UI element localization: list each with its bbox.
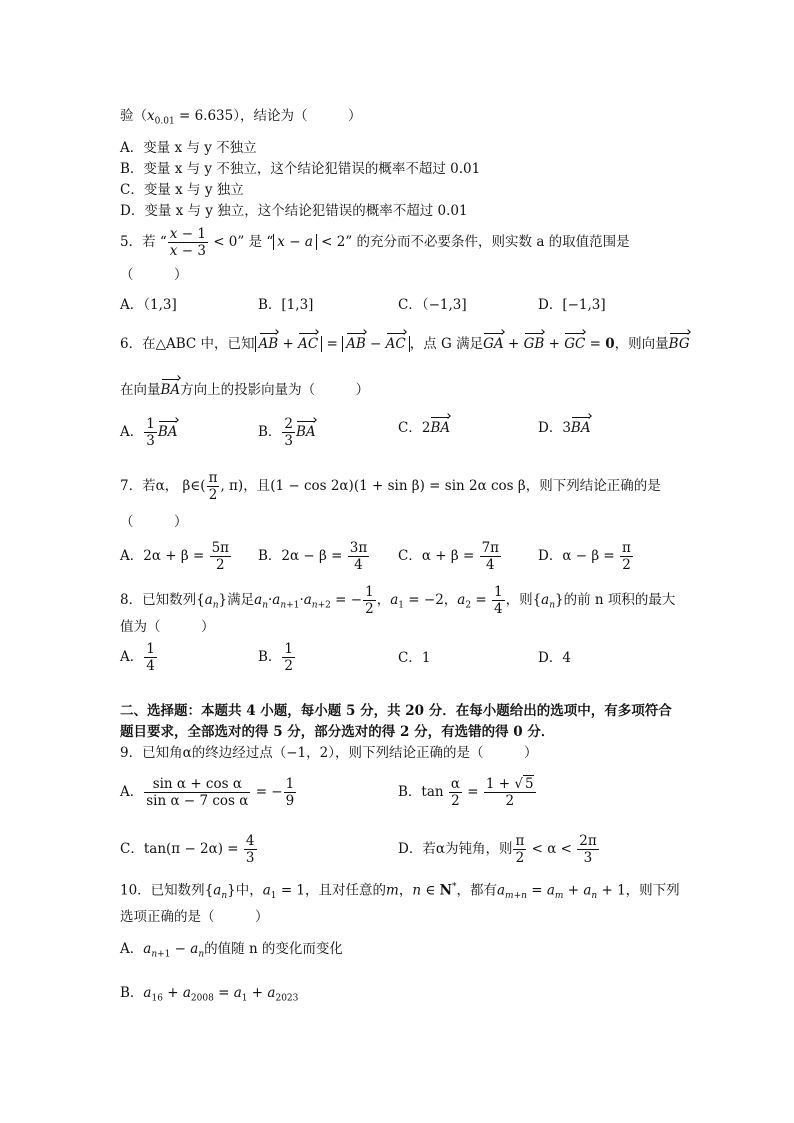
q10-suffix: ，都有 (456, 882, 497, 899)
q10-stem: 10．已知数列$\{a_n\}$中，$a_1 = 1$，且对任意的m，n ∈ N*，都有$a_{m+n} = a_m + a_n + 1$，则下列 (120, 882, 680, 902)
q5-option-a[interactable]: A．（1,3] (120, 297, 177, 313)
q7-option-c[interactable]: C．α + β = $\frac{7\pi}{4}$ (398, 540, 500, 573)
q6-prefix: 6．在△ABC 中，已知 (120, 336, 255, 352)
q7-suffix: ，则下列结论正确的是 (525, 478, 661, 494)
q6-stem: 6．在△ABC 中，已知 AB + AC = AB − AC ，点 G 满足GA + GB + GC = 0，则向量BG (120, 336, 690, 352)
q4-tail-rest: ），结论为（ ） (233, 108, 362, 124)
q8-option-b[interactable]: B． $\frac{1}{2}$ (258, 641, 294, 674)
q8-mid2: ， (376, 592, 391, 608)
q10-option-a[interactable]: A．$a_{n+1} - a_n$的值随 n 的变化而变化 (120, 941, 343, 960)
q5-stem: 5．若 “ $\frac{x - 1}{x - 3}$ < 0” 是 “ x − a < 2” 的充分而不必要条件，则实数 a 的取值范围是 (120, 226, 630, 259)
q7-option-d[interactable]: D．α − β = $\frac{\pi}{2}$ (538, 540, 631, 573)
section2-line2: 题目要求，全部选对的得 5 分，部分选对的得 2 分，有选错的得 0 分． (120, 724, 555, 740)
q8-suffix: ，则 (505, 592, 533, 608)
q8-b-label: B． (258, 649, 282, 665)
q6-line2-a: 在向量 (120, 382, 161, 398)
q5-option-b[interactable]: B．[1,3] (258, 297, 314, 313)
q7-option-a[interactable]: A．2α + β = $\frac{5\pi}{2}$ (120, 540, 230, 573)
q9-stem: 9．已知角α的终边经过点（−1，2），则下列结论正确的是（ ） (120, 745, 538, 761)
q7-mid: ，且 (243, 478, 271, 494)
q4-tail-line: 验$(x_{0.01} = 6.635)$，结论为（ ） (120, 108, 362, 127)
q8-option-a[interactable]: A． $\frac{1}{4}$ (120, 641, 155, 674)
q9-option-c[interactable]: C．tan(π − 2α) = $\frac{4}{3}$ (120, 833, 255, 866)
q10-mid: 中， (235, 882, 263, 899)
q8-suffix2: 的前 n 项积的最大 (563, 592, 676, 608)
q8-stem: 8．已知数列$\{a_n\}$满足$a_n\cdot a_{n+1}\cdot a_{n+2}$ = − $\frac{1}{2}$ ，$a_1 = -2$，$a_2$ = $\frac{1}{4}$ ，则$\{a_n\}$的前 n 项积的最大 (120, 584, 676, 617)
q7-stem: 7．若α， β∈( $\frac{\pi}{2}$ , π)，且(1 − cos 2α)(1 + sin β) = sin 2α cos β，则下列结论正确的是 (120, 470, 661, 503)
q7-d-label: D． (538, 548, 563, 564)
q5-prefix: 5．若 “ (120, 234, 167, 250)
q6-d-label: D． (538, 420, 563, 436)
q7-paren: （ ） (120, 514, 188, 530)
q6-option-a[interactable]: A． $\frac{1}{3}$ BA (120, 416, 178, 449)
q5-paren: （ ） (120, 267, 188, 283)
q6-line2-b: 方向上的投影向量为（ ） (180, 382, 370, 398)
q4-option-d[interactable]: D．变量 x 与 y 独立，这个结论犯错误的概率不超过 0.01 (120, 203, 468, 219)
q6-mid: ，点 G 满足 (409, 336, 484, 352)
q10-prefix: 10．已知数列 (120, 882, 205, 899)
q4-option-a[interactable]: A．变量 x 与 y 不独立 (120, 140, 257, 156)
q8-mid: 满足 (227, 592, 255, 608)
q6-option-c[interactable]: C．2BA (398, 420, 451, 436)
q4-tail-prefix: 验（ (120, 108, 147, 124)
q9-option-d[interactable]: D．若α为钝角，则 $\frac{\pi}{2}$ < α < $\frac{2\pi}{3}$ (398, 833, 597, 866)
q6-a-label: A． (120, 424, 144, 440)
q7-b-label: B． (258, 548, 282, 564)
q9-option-a[interactable]: A． $\frac{\text{sin α + cos α}}{\text{sin α − 7 cos α}}$ = − $\frac{1}{9}$ (120, 776, 295, 809)
q10-mid2: ，且对任意的 (305, 882, 387, 899)
q7-c-label: C． (398, 548, 422, 564)
q6-c-label: C． (398, 420, 422, 436)
q10-suffix2: ，则下列 (625, 882, 680, 899)
q7-a-label: A． (120, 548, 144, 564)
q10-b-label: B． (120, 985, 144, 1001)
q6-suffix: ，则向量 (614, 336, 669, 352)
q8-a-label: A． (120, 649, 144, 665)
q9-c-label: C． (120, 841, 144, 857)
q6-line2: 在向量BA方向上的投影向量为（ ） (120, 382, 370, 398)
q5-suffix: ” 的充分而不必要条件，则实数 a 的取值范围是 (345, 234, 630, 250)
section2-line1: 二、选择题：本题共 4 小题，每小题 5 分，共 20 分．在每小题给出的选项中，有多项符合 (120, 703, 672, 719)
q10-line2: 选项正确的是（ ） (120, 909, 269, 925)
q4-option-c[interactable]: C．变量 x 与 y 独立 (120, 182, 244, 198)
q5-option-c[interactable]: C．（−1,3] (398, 297, 467, 313)
q6-b-label: B． (258, 424, 282, 440)
q9-a-label: A． (120, 784, 144, 800)
q10-option-b[interactable]: B．$a_{16} + a_{2008} = a_1 + a_{2023}$ (120, 985, 299, 1004)
q6-option-b[interactable]: B． $\frac{2}{3}$ BA (258, 416, 316, 449)
q8-prefix: 8．已知数列 (120, 592, 197, 608)
q9-option-b[interactable]: B．tan $\frac{\alpha}{2}$ = $\frac{1 + √ 5}{2}$ (398, 776, 534, 809)
q6-option-d[interactable]: D．3BA (538, 420, 591, 436)
q7-prefix: 7．若α， β∈ (120, 478, 201, 494)
q8-option-d[interactable]: D．4 (538, 650, 571, 666)
q9-b-label: B． (398, 784, 422, 800)
q4-option-b[interactable]: B．变量 x 与 y 不独立，这个结论犯错误的概率不超过 0.01 (120, 161, 481, 177)
q8-option-c[interactable]: C．1 (398, 650, 431, 666)
q8-line2: 值为（ ） (120, 619, 215, 635)
q10-a-tail: 的值随 n 的变化而变化 (204, 941, 343, 957)
q7-option-b[interactable]: B．2α − β = $\frac{3\pi}{4}$ (258, 540, 368, 573)
q10-a-label: A． (120, 941, 144, 957)
q5-mid: ” 是 “ (237, 234, 274, 250)
q9-d-label: D．若α为钝角，则 (398, 841, 513, 857)
q5-option-d[interactable]: D．[−1,3] (538, 297, 606, 313)
